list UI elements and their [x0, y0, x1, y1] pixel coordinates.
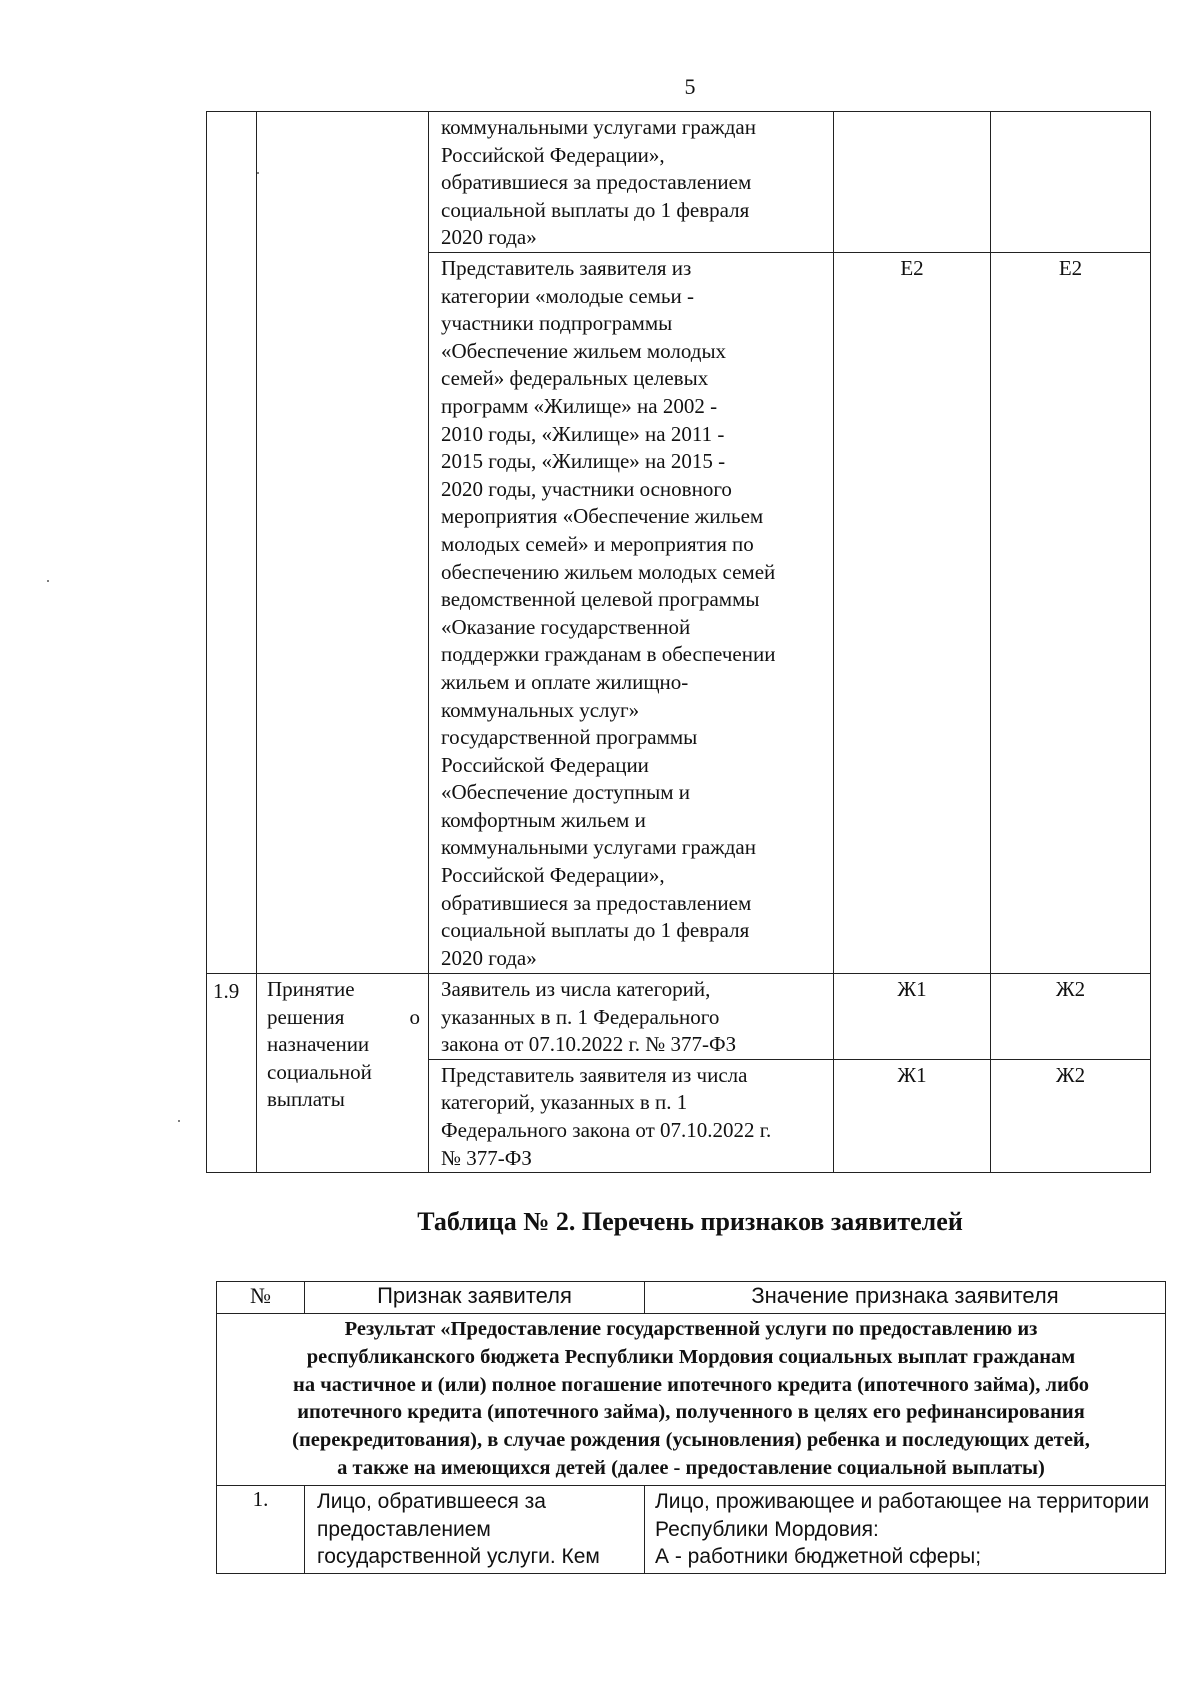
header-feature: Признак заявителя — [305, 1282, 645, 1314]
cell-code-2: Е2 — [991, 253, 1151, 974]
action-line: социальной — [267, 1059, 372, 1084]
scan-speck — [178, 1120, 180, 1122]
cell-code-2: Ж2 — [991, 974, 1151, 1060]
description-text: Представитель заявителя из числа категорий, указанных в п. 1 Федерального закона от 07.10.2022 г. № 377-ФЗ — [441, 1062, 772, 1170]
result-line: Результат «Предоставление государственной услуги по предоставлению из — [344, 1318, 1038, 1340]
cell-number-empty — [207, 112, 257, 974]
cell-description — [429, 1059, 834, 1172]
cell-code-2 — [991, 112, 1151, 253]
action-line: выплаты — [267, 1087, 345, 1112]
cell-code-1 — [834, 112, 991, 253]
result-line: на частичное и (или) полное погашение ипотечного кредита (ипотечного займа), либо — [293, 1373, 1089, 1396]
action-line: решения о — [267, 1004, 420, 1029]
cell-code-1: Ж1 — [834, 974, 991, 1060]
services-table — [206, 111, 1151, 1173]
result-line: а также на имеющихся детей (далее - предоставление социальной выплаты) — [337, 1456, 1045, 1479]
table-row-continuation — [207, 112, 1151, 253]
cell-description — [429, 974, 834, 1060]
table-row-1-9-applicant — [207, 974, 1151, 1060]
header-value: Значение признака заявителя — [645, 1282, 1166, 1314]
applicant-features-table — [216, 1281, 1166, 1574]
cell-feature: Лицо, обратившееся за предоставлением государственной услуги. Кем — [305, 1486, 645, 1574]
cell-code-1: Е2 — [834, 253, 991, 974]
cell-number: 1.9 — [207, 974, 257, 1173]
description-text: коммунальными услугами граждан Российской Федерации», обратившиеся за предоставлением социальной выплаты до 1 февраля 2020 года» — [441, 115, 756, 250]
cell-value: Лицо, проживающее и работающее на территории Республики Мордовия: А - работники бюджетной сферы; — [645, 1486, 1166, 1574]
action-line: Принятие — [267, 977, 355, 1001]
description-text: Заявитель из числа категорий, указанных в п. 1 Федерального закона от 07.10.2022 г. № 377-ФЗ — [441, 977, 737, 1057]
result-line: (перекредитования), в случае рождения (усыновления) ребенка и последующих детей, — [292, 1429, 1090, 1452]
result-line: ипотечного кредита (ипотечного займа), полученного в целях его рефинансирования — [297, 1401, 1085, 1424]
cell-description — [429, 253, 834, 974]
description-text: Представитель заявителя из категории «молодые семьи - участники подпрограммы «Обеспечение жильем молодых семей» федеральных целевых программ «Жилище» на 2002 - 2010 годы, «Жилище» на 2011 - 2015 годы, «Жилище» на 2015 - 2020 годы, участники основного мероприятия «Обеспечение жильем молодых семей» и мероприятия по обеспечению жильем молодых семей ведомственной целевой программы «Оказание государственной поддержки гражданам в обеспечении жильем и оплате жилищно- коммунальных услуг» государственной программы Российской Федерации «Обеспечение доступным и комфортным жильем и коммунальными услугами граждан Российской Федерации», обратившиеся за предоставлением социальной выплаты до 1 февраля 2020 года» — [441, 256, 776, 970]
table-row — [217, 1486, 1166, 1574]
cell-code-1: Ж1 — [834, 1059, 991, 1172]
header-number: № — [217, 1282, 305, 1314]
result-cell — [217, 1314, 1166, 1486]
scan-speck — [47, 580, 49, 582]
result-row — [217, 1314, 1166, 1486]
cell-code-2: Ж2 — [991, 1059, 1151, 1172]
action-line: назначении — [267, 1032, 370, 1057]
page-number: 5 — [684, 74, 696, 99]
cell-action-empty — [257, 112, 429, 974]
cell-action — [257, 974, 429, 1173]
cell-number: 1. — [217, 1486, 305, 1574]
action-text — [267, 976, 420, 1114]
result-line: республиканского бюджета Республики Мордовия социальных выплат гражданам — [306, 1345, 1076, 1368]
table-header-row — [217, 1282, 1166, 1314]
scan-speck — [257, 172, 259, 174]
cell-description — [429, 112, 834, 253]
table-2-title: Таблица № 2. Перечень признаков заявителей — [417, 1207, 963, 1236]
